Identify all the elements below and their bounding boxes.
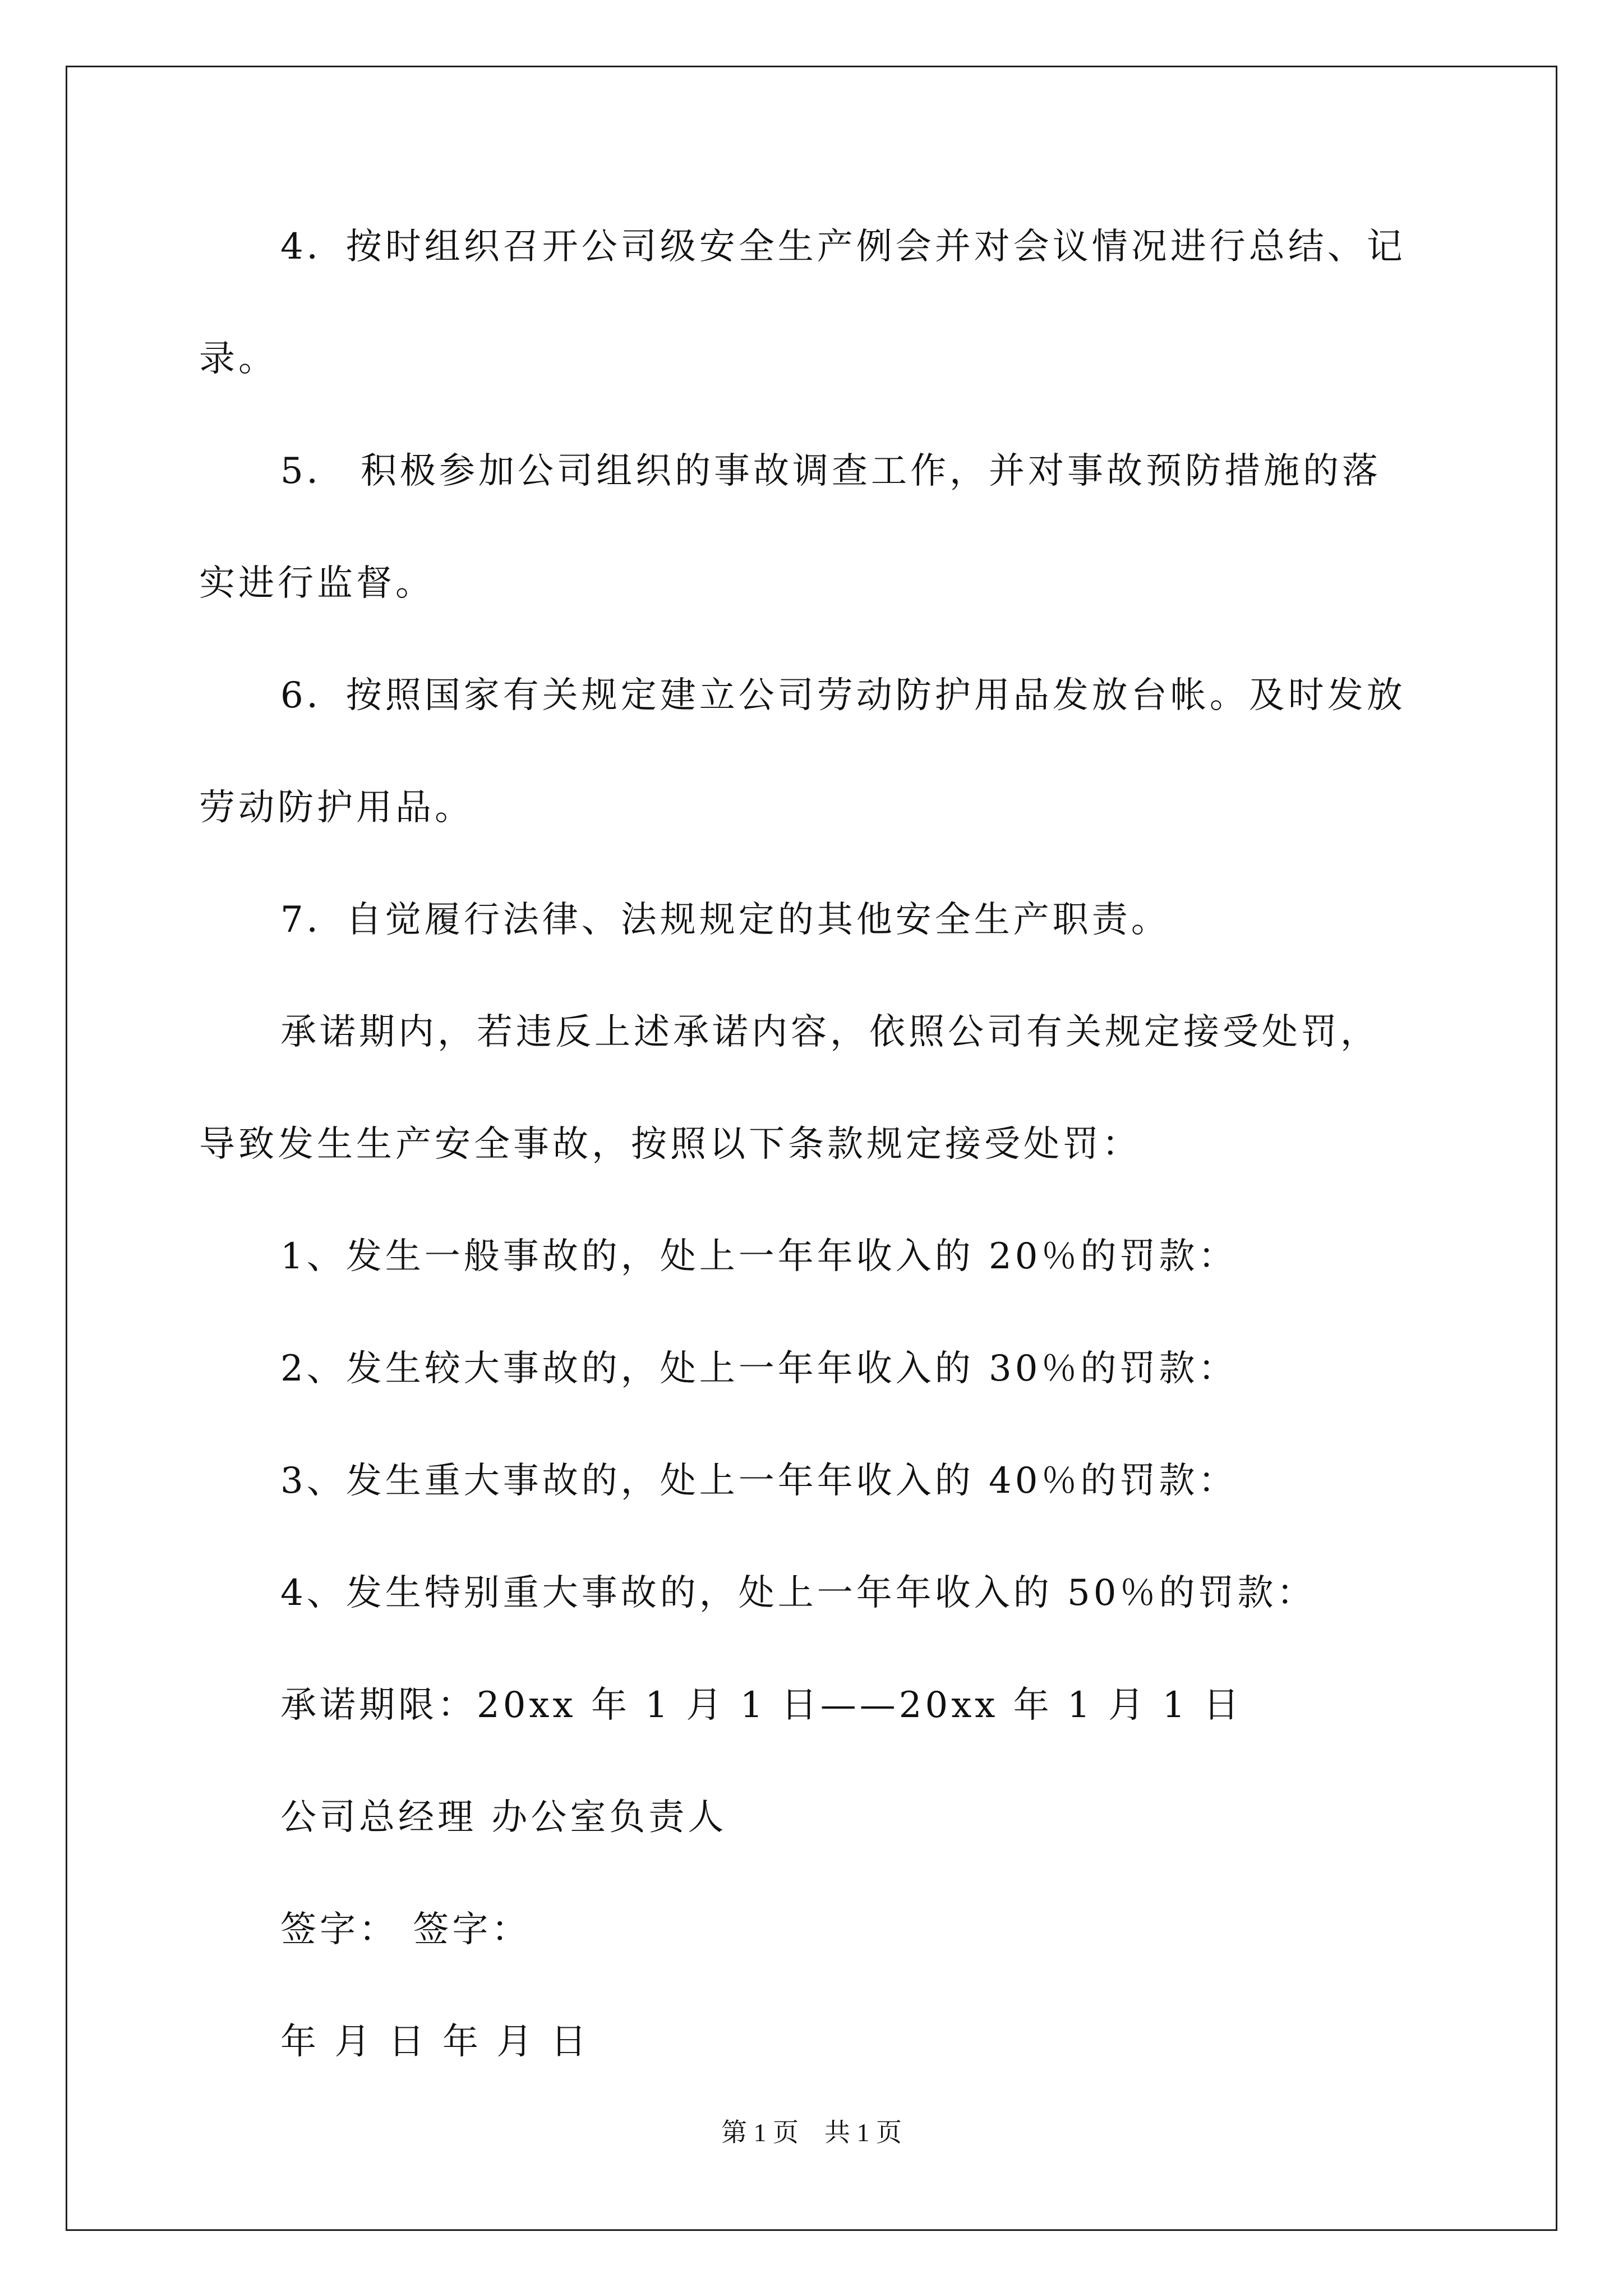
penalty-3: 3、发生重大事故的，处上一年年收入的 40％的罚款： xyxy=(280,1460,1238,1502)
paragraph-4-line-2: 录。 xyxy=(199,338,278,380)
penalty-4: 4、发生特别重大事故的，处上一年年收入的 50％的罚款： xyxy=(280,1572,1316,1614)
paragraph-6-line-2: 劳动防护用品。 xyxy=(199,787,474,829)
penalty-1: 1、发生一般事故的，处上一年年收入的 20％的罚款： xyxy=(280,1236,1238,1277)
promise-line-2: 导致发生生产安全事故，按照以下条款规定接受处罚： xyxy=(199,1124,1141,1165)
signatory-roles: 公司总经理 办公室负责人 xyxy=(280,1797,727,1838)
page-number-footer: 第 1 页 共 1 页 xyxy=(721,2118,902,2147)
paragraph-4-line-1: 4．按时组织召开公司级安全生产例会并对会议情况进行总结、记 xyxy=(280,226,1406,268)
paragraph-6-line-1: 6．按照国家有关规定建立公司劳动防护用品发放台帐。及时发放 xyxy=(280,675,1406,716)
penalty-2: 2、发生较大事故的，处上一年年收入的 30％的罚款： xyxy=(280,1348,1238,1389)
date-labels: 年 月 日 年 月 日 xyxy=(280,2021,590,2063)
paragraph-5-line-2: 实进行监督。 xyxy=(199,563,435,604)
paragraph-7: 7．自觉履行法律、法规规定的其他安全生产职责。 xyxy=(280,899,1170,941)
promise-line-1: 承诺期内，若违反上述承诺内容，依照公司有关规定接受处罚， xyxy=(280,1011,1380,1053)
promise-period: 承诺期限：20xx 年 1 月 1 日——20xx 年 1 月 1 日 xyxy=(280,1685,1243,1726)
signature-labels: 签字： 签字： xyxy=(280,1909,531,1950)
paragraph-5-line-1: 5． 积极参加公司组织的事故调查工作，并对事故预防措施的落 xyxy=(280,450,1382,492)
